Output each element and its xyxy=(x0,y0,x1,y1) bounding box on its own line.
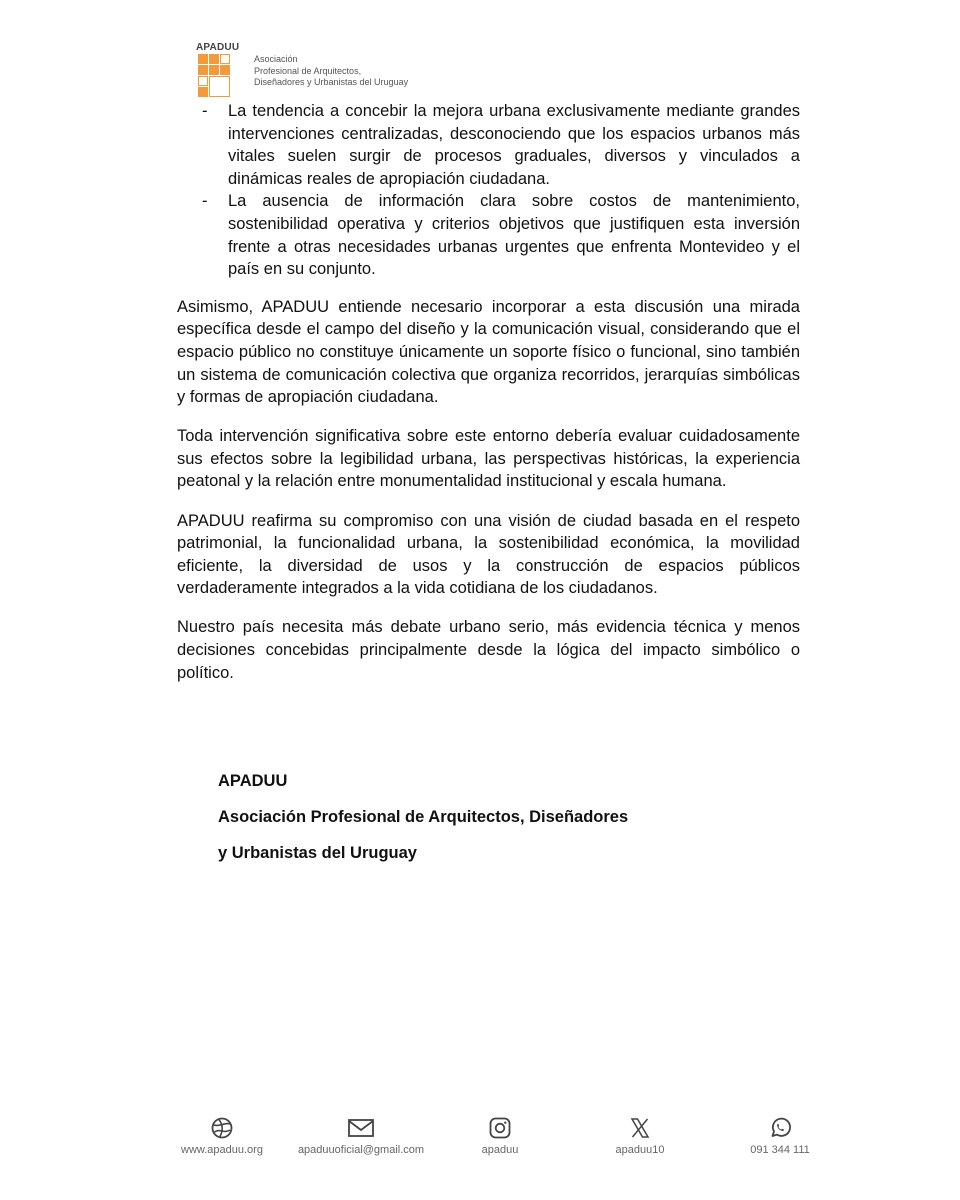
instagram-icon xyxy=(488,1116,512,1140)
whatsapp-icon xyxy=(768,1116,792,1140)
org-name-line: Asociación xyxy=(254,54,298,64)
paragraph: Asimismo, APADUU entiende necesario incorporar a esta discusión una mirada específica desde el campo del diseño y la comunicación visual, considerando que el espacio público no constituye únicamente un soporte físico o funcional, sino también un sistema de comunicación colectiva que organiza recorridos, jerarquías simbólicas y formas de apropiación ciudadana. xyxy=(177,297,800,407)
apaduu-logo xyxy=(192,42,242,94)
bullet-text: La ausencia de información clara sobre costos de mantenimiento, sostenibilidad operativa y criterios objetivos que justifiquen esta inversión frente a otras necesidades urbanas urgentes que enfrenta Montevideo y el país en su conjunto. xyxy=(228,192,800,279)
contact-footer xyxy=(0,1116,960,1166)
x-icon xyxy=(628,1116,652,1140)
footer-whatsapp[interactable] xyxy=(738,1116,822,1156)
paragraph: Toda intervención significativa sobre este entorno debería evaluar cuidadosamente sus efectos sobre la legibilidad urbana, las perspectivas históricas, la experiencia peatonal y la relación entre monumentalidad institucional y escala humana. xyxy=(177,427,800,491)
signature-block xyxy=(218,768,628,876)
footer-x[interactable] xyxy=(600,1116,680,1156)
footer-email[interactable] xyxy=(282,1116,440,1156)
footer-email-label: apaduuoficial@gmail.com xyxy=(297,1144,425,1156)
footer-website-label: www.apaduu.org xyxy=(181,1144,263,1156)
signature-org-line: Asociación Profesional de Arquitectos, Diseñadores xyxy=(218,808,629,826)
bullet-item xyxy=(177,100,800,190)
bullet-marker: - xyxy=(202,192,208,211)
footer-whatsapp-label: 091 344 111 xyxy=(750,1144,810,1156)
org-name-line: Diseñadores y Urbanistas del Uruguay xyxy=(254,77,409,87)
globe-icon xyxy=(210,1116,234,1140)
footer-x-label: apaduu10 xyxy=(615,1144,665,1156)
bullet-item xyxy=(177,190,800,280)
paragraph: APADUU reafirma su compromiso con una visión de ciudad basada en el respeto patrimonial, la funcionalidad urbana, la sostenibilidad económica, la movilidad eficiente, la diversidad de usos y la construcción de espacios públicos verdaderamente integrados a la vida cotidiana de los ciudadanos. xyxy=(177,511,800,598)
signature-org-line: y Urbanistas del Uruguay xyxy=(218,844,417,862)
bullet-marker: - xyxy=(202,102,208,120)
org-name-header xyxy=(254,54,408,89)
footer-instagram-label: apaduu xyxy=(481,1144,519,1156)
footer-website[interactable] xyxy=(170,1116,274,1156)
letterhead xyxy=(192,42,428,98)
bullet-text: La tendencia a concebir la mejora urbana exclusivamente mediante grandes intervenciones centralizadas, desconociendo que los espacios urbanos más vitales suelen surgir de procesos graduales, diversos y vinculados a dinámicas reales de apropiación ciudadana. xyxy=(228,102,800,188)
logo-acronym: APADUU xyxy=(196,42,240,53)
mail-icon xyxy=(347,1116,375,1140)
paragraph: Nuestro país necesita más debate urbano serio, más evidencia técnica y menos decisiones concebidas principalmente desde la lógica del impacto simbólico o político. xyxy=(177,618,800,682)
document-body xyxy=(177,100,800,701)
org-name-line: Profesional de Arquitectos, xyxy=(254,65,362,76)
signature-acronym: APADUU xyxy=(218,772,288,790)
footer-instagram[interactable] xyxy=(460,1116,540,1156)
